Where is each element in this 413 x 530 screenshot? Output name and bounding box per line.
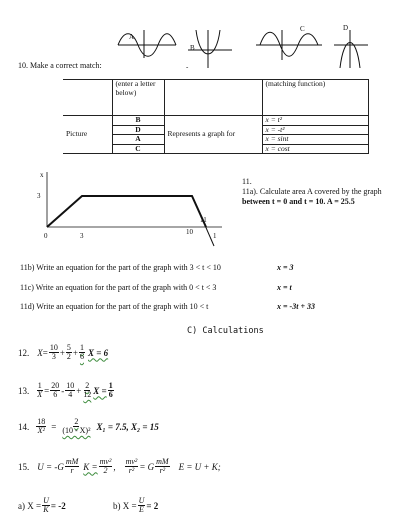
q11d-question: 11d) Write an equation for the part of the graph with 10 < t <box>20 302 209 311</box>
q10-heading: 10. Make a correct match: <box>18 61 102 70</box>
q11-tick-3y: 3 <box>37 192 41 200</box>
function-cell: x = sint <box>262 135 368 145</box>
qb-equation: b) X = $\frac{U}{E}$ = 2 <box>113 496 159 514</box>
q12-equation: 12. X = $\frac{10}{3}$ + $\frac{5}{2}$ + $\frac{1}{6}$ X = 6 <box>18 343 109 361</box>
q11b-answer: x = 3 <box>277 263 294 272</box>
q13-number: 13. <box>18 385 30 396</box>
table-cell-empty <box>63 80 112 116</box>
graph-icons <box>0 0 413 70</box>
q11a-line1: 11a). Calculate area A covered by the graph <box>242 187 382 196</box>
q11b-question: 11b) Write an equation for the part of the graph with 3 < t < 10 <box>20 263 221 272</box>
letter-cell[interactable]: A <box>112 135 164 145</box>
graph-label-a: A <box>129 33 135 41</box>
represents-text: Represents a graph for <box>164 116 262 154</box>
qa-answer: = -2 <box>50 500 66 511</box>
col3-header: (matching function) <box>262 80 368 116</box>
q11c-question: 11c) Write an equation for the part of the graph with 0 < t < 3 <box>20 283 217 292</box>
q11-tick-0: 0 <box>44 232 48 240</box>
row-label-picture: Picture <box>63 116 112 154</box>
q11-tick-x: x <box>40 171 44 179</box>
qb-answer: = 2 <box>146 500 159 511</box>
q11a-line2: between t = 0 and t = 10. A = 25.5 <box>242 197 355 206</box>
q12-answer: X = 6 <box>87 347 109 358</box>
graph-label-d: D <box>343 24 349 32</box>
q12-number: 12. <box>18 347 30 358</box>
graph-d <box>334 30 368 68</box>
q15-equation: 15. U = -G $\frac{mM}{r}$ K = $\frac{\text{mv²}}{2}$ , $\frac{\text{mv²}}{\text{r²}}$ = G $\frac{mM}{\text{r²}}$ E = U + K; <box>18 457 221 475</box>
q11d-answer: x = -3t + 33 <box>277 302 316 311</box>
q11-graph-line <box>47 196 206 227</box>
section-c-heading: C) Calculations <box>187 326 264 336</box>
graph-c <box>256 30 322 60</box>
q11-number: 11. <box>242 177 252 186</box>
q13-answer-frac: $\frac{1}{6}$ <box>108 381 113 399</box>
letter-cell[interactable]: D <box>112 125 164 135</box>
graph-a <box>118 30 176 58</box>
qa-equation: a) X = $\frac{U}{K}$ = -2 <box>18 496 66 514</box>
graph-label-c: C <box>300 25 305 33</box>
function-cell: x = cost <box>262 144 368 154</box>
letter-cell[interactable]: C <box>112 144 164 154</box>
q11-tick-1: 1 <box>213 232 217 240</box>
q13-answer-lhs: X = <box>93 385 107 396</box>
q13-equation: 13. $\frac{1}{X}$ = $\frac{20}{6}$ - $\frac{10}{4}$ + $\frac{2}{12}$ X = $\frac{1}{6}$ <box>18 381 113 399</box>
col1-header: (enter a letter below) <box>112 80 164 116</box>
match-table <box>63 79 369 154</box>
q14-equation: 14. $\frac{18}{\text{X²}}$ = $\frac{2}{\text{(10 - X)²}}$ X₁ = 7.5, X₂ = 15 <box>18 417 159 435</box>
q14-answer: X₁ = 7.5, X₂ = 15 <box>96 421 159 432</box>
graph-label-b: B <box>190 44 195 52</box>
q11-graph <box>0 160 240 260</box>
q11-tick-11: 11 <box>200 216 207 224</box>
stray-dash: - <box>186 63 189 71</box>
q11-tick-3x: 3 <box>80 232 84 240</box>
function-cell: x = -t² <box>262 125 368 135</box>
q11c-answer: x = t <box>277 283 292 292</box>
q15-number: 15. <box>18 461 30 472</box>
letter-cell[interactable]: B <box>112 116 164 126</box>
function-cell: x = t² <box>262 116 368 126</box>
q11-tick-10: 10 <box>186 228 193 236</box>
q14-number: 14. <box>18 421 30 432</box>
table-cell-empty <box>164 80 262 116</box>
